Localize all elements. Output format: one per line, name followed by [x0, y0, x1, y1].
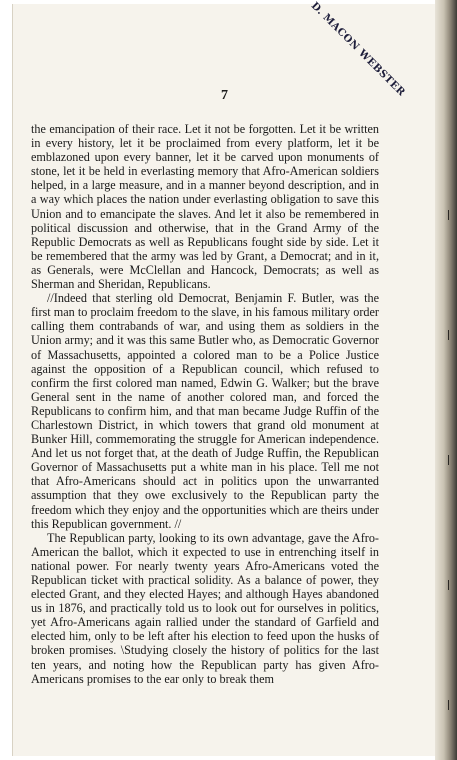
paragraph-2: //Indeed that sterling old Democrat, Benjamin F. Butler, was the first man to proclaim freedom to the slave, in his famous military order calling them contrabands of war, and using them as soldiers in the Union army; and it was this same Butler who, as Democratic Governor of Massachusetts, appointed a colored man to be a Police Justice against the opposition of a Republican council, which refused to confirm the first colored man named, Edwin G. Walker; but the brave General sent in the name of another colored man, and forced the Republicans to confirm him, and that man became Judge Ruffin of the Charlestown District, in which towers that grand old monument at Bunker Hill, commemorating the struggle for American independence. And let us not forget that, at the death of Judge Ruffin, the Republican Governor of Massachusetts put a white man in his place. Tell me not that Afro-Americans should act in politics upon the unwarranted assumption that they owe exclusively to the Republican party the freedom which they enjoy and the opportunities which are theirs under this Republican government. // [31, 291, 379, 531]
book-page [12, 0, 437, 756]
paragraph-3: The Republican party, looking to its own advantage, gave the Afro-American the ballot, which it expected to use in entrenching itself in national power. For nearly twenty years Afro-Americans voted the Republican ticket with practical solidity. As a balance of power, they elected Grant, and they elected Hayes; and although Hayes abandoned us in 1876, and practically told us to look out for ourselves in politics, yet Afro-Americans again rallied under the standard of Garfield and elected him, only to be left after his election to feed upon the husks of broken promises. \Studying closely the history of politics for the last ten years, and noting how the Republican party has given Afro-Americans promises to the ear only to break them [31, 530, 379, 686]
library-stamp: D. MACON WEBSTER [309, 0, 408, 99]
spine-mark [448, 580, 449, 590]
book-spine-edge [435, 0, 457, 760]
spine-mark [448, 330, 449, 340]
spine-mark [448, 210, 449, 220]
paragraph-1: the emancipation of their race. Let it not be forgotten. Let it be written in every history, let it be proclaimed from every platform, let it be emblazoned upon every banner, let it be carved upon monuments of stone, let it be held in everlasting memory that Afro-American soldiers helped, in a large measure, and in a manner beyond description, and in a way which places the nation under everlasting obligation to save this Union and to emancipate the slaves. And let it also be remembered in political discussion and otherwise, that in the Grand Army of the Republic Democrats as well as Republicans fought side by side. Let it be remembered that the army was led by Grant, a Democrat; and in it, as Generals, were McClellan and Hancock, Democrats; as well as Sherman and Sheridan, Republicans. [31, 122, 379, 292]
page-number: 7 [221, 88, 228, 103]
spine-mark [448, 455, 449, 465]
page-body-text [31, 122, 379, 686]
spine-mark [448, 700, 449, 710]
